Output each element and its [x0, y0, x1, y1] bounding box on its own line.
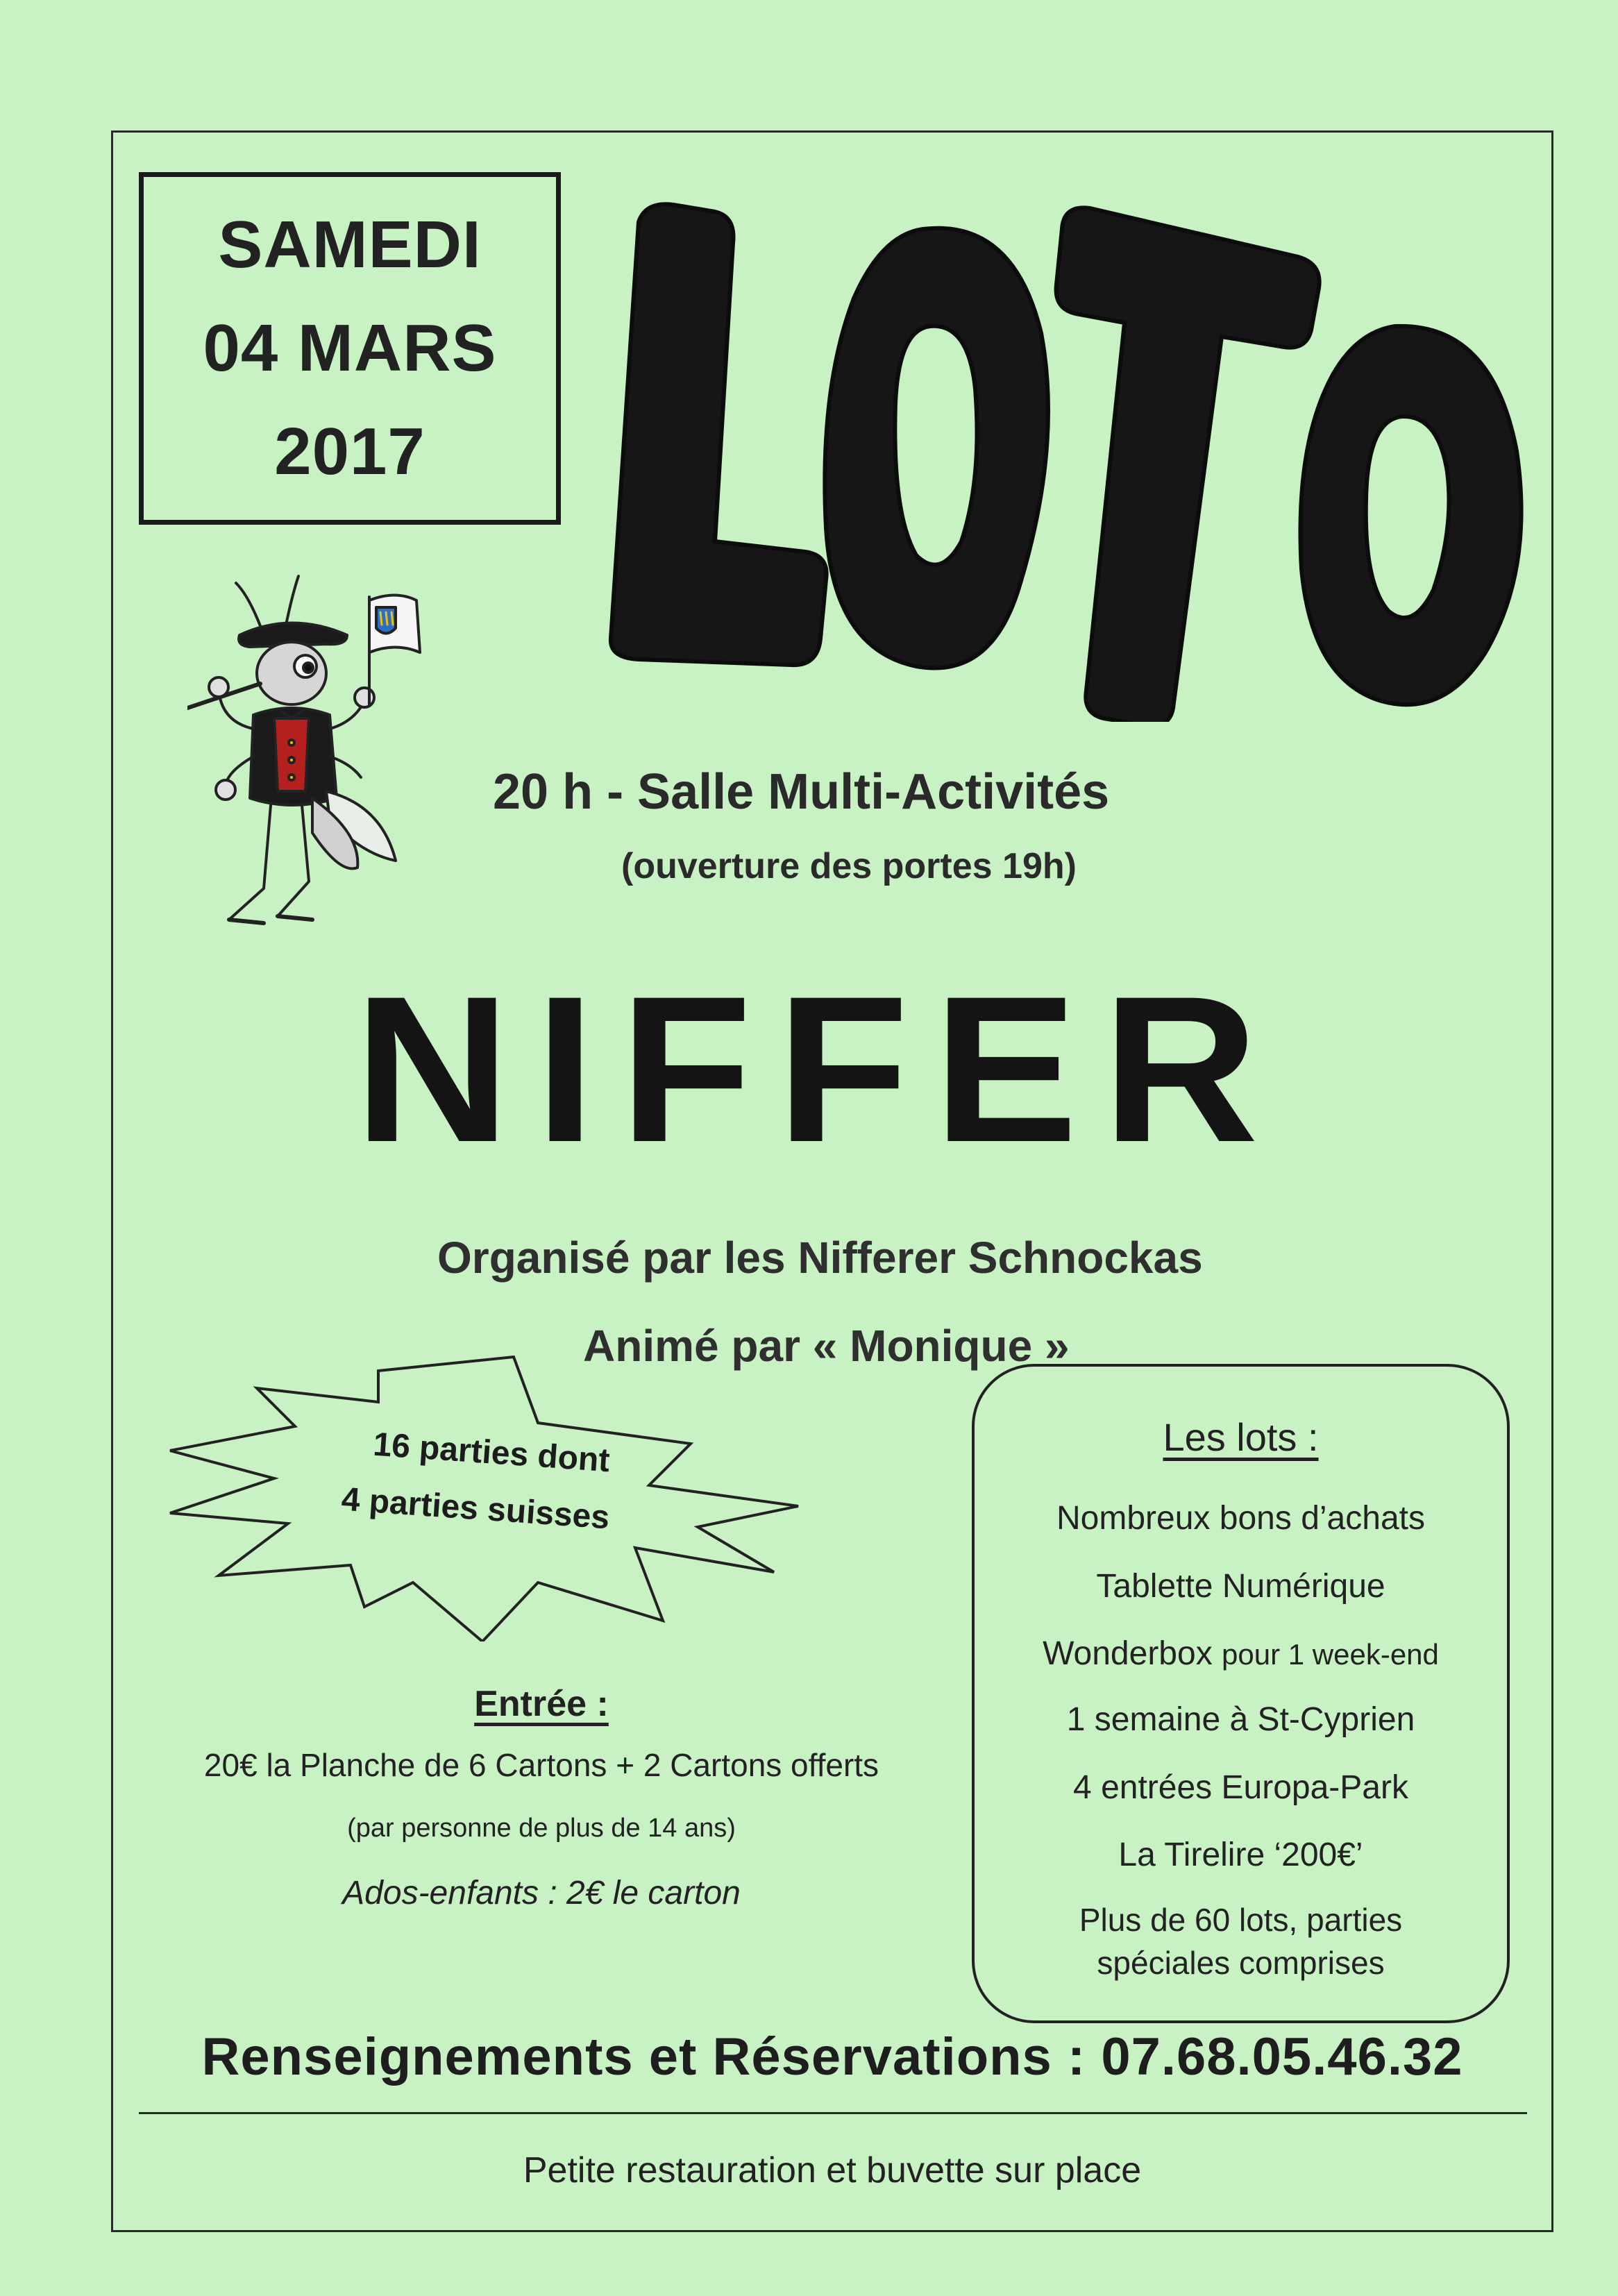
entry-title: Entrée : — [474, 1684, 609, 1724]
date-day: SAMEDI — [218, 208, 482, 282]
entry-price: 20€ la Planche de 6 Cartons + 2 Cartons offerts — [203, 1747, 879, 1783]
loto-letter-t — [1056, 208, 1320, 722]
date-year: 2017 — [274, 414, 425, 489]
host-line: Animé par « Monique » — [583, 1321, 1070, 1371]
event-doors: (ouverture des portes 19h) — [621, 846, 1077, 886]
contact-line: Renseignements et Réservations : 07.68.05.46.32 — [201, 2027, 1463, 2086]
loto-letter-l — [611, 204, 827, 665]
mosquito-mascot-icon — [187, 569, 437, 958]
prize-item: Nombreux bons d’achats — [1056, 1500, 1425, 1537]
burst-line-1: 16 parties dont — [371, 1426, 612, 1480]
prizes-note: Plus de 60 lots, parties spéciales comprises — [1079, 1902, 1403, 1982]
footer-text: Petite restauration et buvette sur place — [523, 2150, 1142, 2191]
loto-letter-o1 — [825, 228, 1048, 668]
prize-item: 4 entrées Europa-Park — [1073, 1769, 1408, 1806]
entry-kids-price: Ados-enfants : 2€ le carton — [342, 1875, 741, 1911]
loto-letter-o2 — [1300, 326, 1521, 704]
date-box — [139, 172, 561, 525]
burst-line-2: 4 parties suisses — [340, 1480, 611, 1537]
footer-divider — [139, 2112, 1527, 2114]
prize-item: La Tirelire ‘200€’ — [1118, 1837, 1363, 1873]
organiser-line: Organisé par les Nifferer Schnockas — [437, 1233, 1203, 1283]
town-name: NIFFER — [354, 952, 1283, 1185]
prize-item-wonderbox: Wonderbox pour 1 week-end — [1043, 1635, 1439, 1672]
date-day-month: 04 MARS — [203, 310, 497, 385]
loto-title — [597, 153, 1548, 722]
prize-item: Tablette Numérique — [1096, 1568, 1385, 1605]
prize-item: 1 semaine à St-Cyprien — [1066, 1701, 1415, 1738]
prizes-title: Les lots : — [1163, 1415, 1319, 1459]
entry-condition: (par personne de plus de 14 ans) — [347, 1814, 736, 1843]
event-time-place: 20 h - Salle Multi-Activités — [493, 764, 1110, 820]
